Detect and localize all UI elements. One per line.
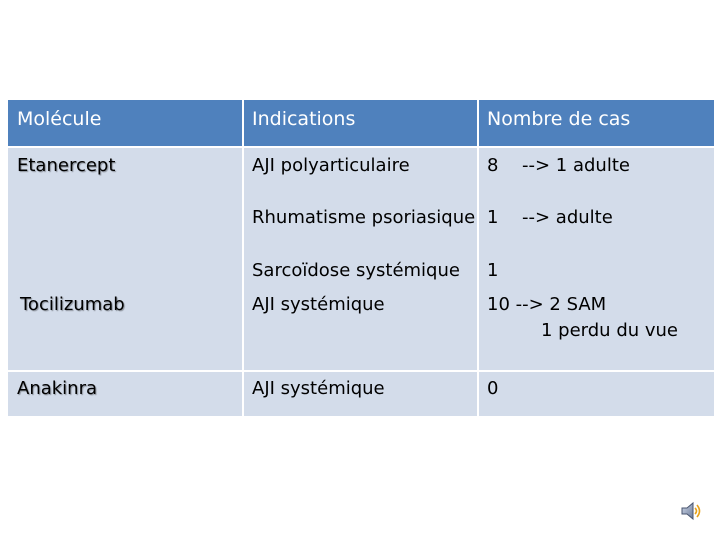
molecule-name: Tocilizumab	[20, 294, 125, 315]
indication: AJI polyarticulaire	[252, 155, 410, 176]
column-divider	[477, 100, 479, 416]
case-count: 1	[487, 260, 499, 281]
case-count: 0	[487, 378, 499, 399]
case-count: 10 --> 2 SAM	[487, 294, 607, 315]
indication: Sarcoïdose systémique	[252, 260, 460, 281]
table-header	[8, 100, 714, 146]
molecule-name: Etanercept	[17, 155, 116, 176]
molecule-name: Anakinra	[17, 378, 98, 399]
case-note: 1 perdu du vue	[541, 320, 679, 341]
header-cases: Nombre de cas	[487, 108, 631, 130]
column-divider	[242, 100, 244, 416]
indication: Rhumatisme psoriasique	[252, 207, 476, 228]
row-divider	[8, 370, 714, 372]
header-indications: Indications	[252, 108, 356, 130]
table-row-anakinra	[8, 372, 714, 416]
header-molecule: Molécule	[17, 108, 102, 130]
indication: AJI systémique	[252, 378, 385, 399]
case-count: 1	[487, 207, 499, 228]
case-note: --> adulte	[522, 207, 613, 228]
row-divider	[8, 146, 714, 148]
case-note: --> 1 adulte	[522, 155, 630, 176]
table-row-tocilizumab	[8, 290, 714, 370]
indication: AJI systémique	[252, 294, 385, 315]
table-row-etanercept	[8, 148, 714, 290]
case-count: 8	[487, 155, 499, 176]
speaker-icon[interactable]	[680, 500, 702, 522]
